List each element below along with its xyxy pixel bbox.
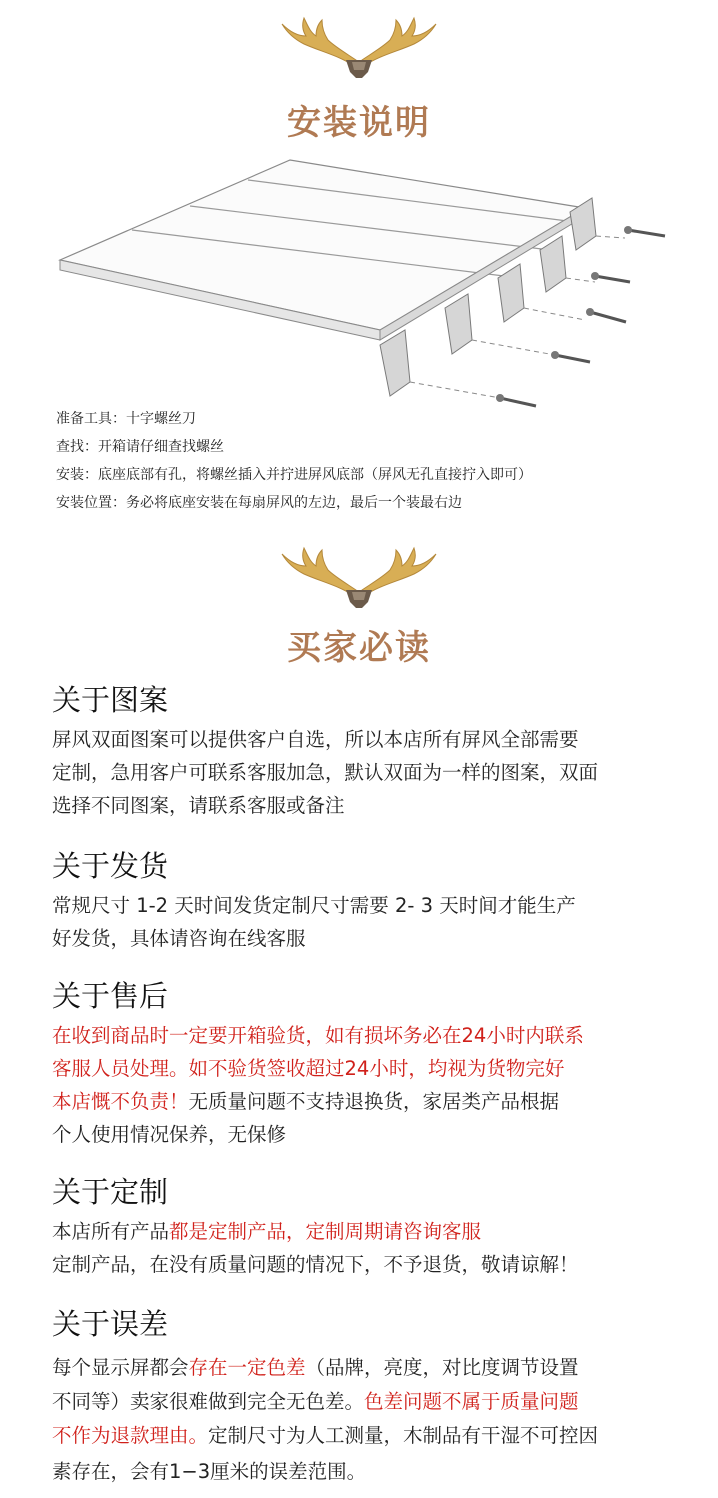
custom-heading: 关于定制 [52,1175,169,1209]
error-line-1 [52,1358,579,1378]
shipping-line-1: 常规尺寸 1-2 天时间发货定制尺寸需要 2- 3 天时间才能生产 [52,894,576,917]
shipping-line-2: 好发货，具体请咨询在线客服 [52,927,306,950]
aftersale-line-1: 在收到商品时一定要开箱验货，如有损坏务必在24小时内联系 [52,1024,584,1047]
install-line-position: 安装位置：务必将底座安装在每扇屏风的左边，最后一个装最右边 [56,495,462,511]
error-line-3-b: 定制尺寸为人工测量，木制品有干湿不可控因 [208,1424,599,1447]
install-title: 安装说明 [287,103,431,143]
aftersale-line-3-rest: 无质量问题不支持退换货，家居类产品根据 [188,1090,560,1113]
install-line-tools: 准备工具：十字螺丝刀 [56,411,196,427]
custom-line-1-a: 本店所有产品 [52,1220,170,1243]
custom-line-1-b: 都是定制产品，定制周期请咨询客服 [169,1220,482,1243]
custom-line-2: 定制产品，在没有质量问题的情况下，不予退货，敬请谅解！ [52,1253,579,1276]
install-line-find: 查找：开箱请仔细查找螺丝 [56,439,224,455]
aftersale-heading: 关于售后 [52,979,169,1013]
error-line-1-b: 存在一定色差 [188,1356,306,1379]
pattern-line-3: 选择不同图案，请联系客服或备注 [52,794,345,817]
aftersale-line-3 [52,1092,559,1112]
installation-diagram [40,150,680,415]
error-line-2 [52,1392,579,1412]
aftersale-line-2: 客服人员处理。如不验货签收超过24小时，均视为货物完好 [52,1057,565,1080]
error-line-2-a: 不同等）卖家很难做到完全无色差。 [52,1390,365,1413]
install-line-install: 安装：底座底部有孔，将螺丝插入并拧进屏风底部（屏风无孔直接拧入即可） [56,467,532,483]
pattern-line-1: 屏风双面图案可以提供客户自选，所以本店所有屏风全部需要 [52,728,579,751]
deer-antler-logo-icon [274,16,444,80]
error-line-1-c: （品牌，亮度，对比度调节设置 [305,1356,579,1379]
pattern-heading: 关于图案 [52,683,169,717]
error-line-3 [52,1426,598,1446]
error-heading: 关于误差 [52,1307,169,1341]
deer-antler-logo-icon [274,546,444,610]
pattern-line-2: 定制，急用客户可联系客服加急，默认双面为一样的图案，双面 [52,761,599,784]
error-line-1-a: 每个显示屏都会 [52,1356,189,1379]
aftersale-line-3-warning: 本店慨不负责！ [52,1090,189,1113]
error-line-3-a: 不作为退款理由。 [52,1424,209,1447]
shipping-heading: 关于发货 [52,849,169,883]
custom-line-1 [52,1222,481,1242]
buyer-title: 买家必读 [287,628,431,668]
aftersale-line-4: 个人使用情况保养，无保修 [52,1123,287,1146]
error-line-4: 素存在，会有1−3厘米的误差范围。 [52,1460,367,1483]
error-line-2-b: 色差问题不属于质量问题 [364,1390,579,1413]
